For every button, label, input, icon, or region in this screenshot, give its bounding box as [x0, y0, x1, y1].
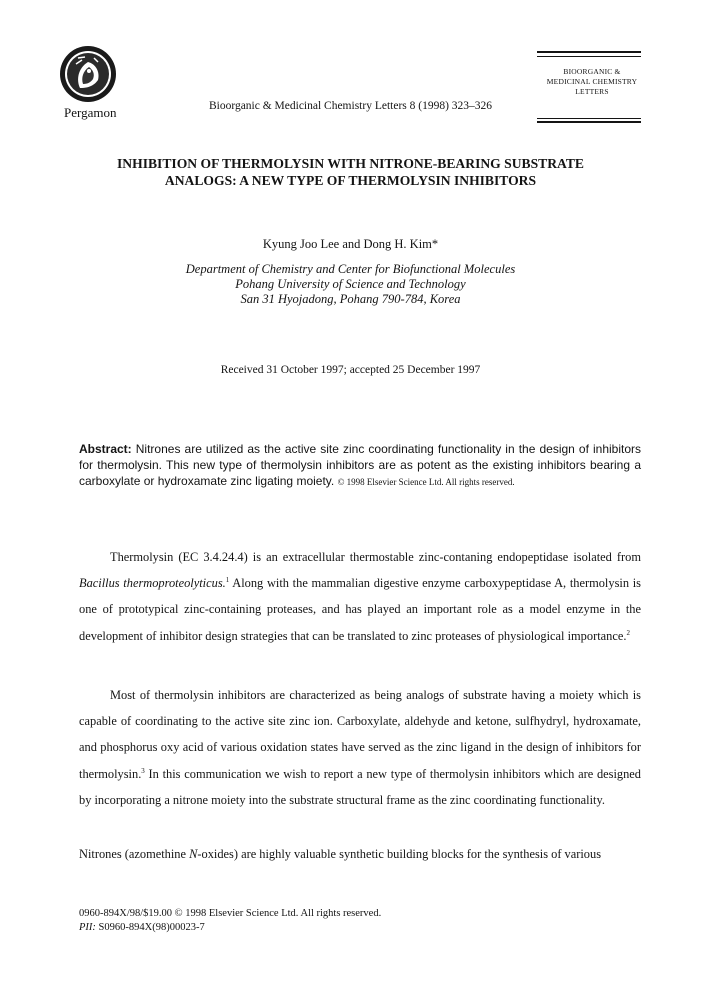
journal-brand — [537, 67, 647, 97]
body-paragraph-1 — [79, 544, 641, 649]
footer — [79, 907, 381, 935]
abstract-copyright: © 1998 Elsevier Science Ltd. All rights reserved. — [337, 477, 515, 487]
affiliation-line-3: San 31 Hyojadong, Pohang 790-784, Korea — [240, 292, 461, 306]
p1-text-a: Thermolysin (EC 3.4.24.4) is an extracellular thermostable zinc-contaning endopeptidase isolated from — [110, 550, 641, 564]
footer-pii — [79, 921, 381, 935]
affiliation-line-2: Pohang University of Science and Technology — [235, 277, 466, 291]
header-rule-bottom-thin — [537, 118, 641, 119]
title-line-2: ANALOGS: A NEW TYPE OF THERMOLYSIN INHIBITORS — [164, 173, 537, 188]
body-paragraph-2 — [79, 682, 641, 813]
publisher-name: Pergamon — [64, 105, 117, 120]
header-rule-top-thick — [537, 51, 641, 53]
footer-issn-copyright: 0960-894X/98/$19.00 © 1998 Elsevier Science Ltd. All rights reserved. — [79, 908, 382, 919]
article-title — [60, 155, 641, 189]
p2-text-b: In this communication we wish to report a new type of thermolysin inhibitors which are designed by incorporating a nitrone moiety into the substrate structural frame as the zinc coordinating functionality. — [79, 766, 641, 807]
affiliation-line-1: Department of Chemistry and Center for Biofunctional Molecules — [185, 262, 516, 276]
abstract-text: Nitrones are utilized as the active site zinc coordinating functionality in the design of inhibitors for thermolysin. This new type of thermolysin inhibitors are as potent as the existing inhibitors bearing a carboxylate or hydroxamate zinc ligating moiety. — [79, 442, 641, 488]
header-rule-top-thin — [537, 56, 641, 57]
received-dates: Received 31 October 1997; accepted 25 December 1997 — [220, 364, 481, 376]
journal-citation: Bioorganic & Medicinal Chemistry Letters 8 (1998) 323–326 — [208, 100, 493, 112]
p3-text-b: -oxides) are highly valuable synthetic building blocks for the synthesis of various — [197, 847, 602, 861]
author-list: Kyung Joo Lee and Dong H. Kim* — [262, 237, 439, 251]
reference-2[interactable]: 2 — [626, 628, 630, 637]
reference-1[interactable]: 1 — [225, 576, 230, 585]
reference-3[interactable]: 3 — [141, 766, 145, 775]
p1-text-b: Along with the mammalian digestive enzyme carboxypeptidase A, thermolysin is one of prototypical zinc-containing proteases, and has played an important role as a model enzyme in the development of inhibitor design strategies that can be translated to zinc proteases of physiological importance. — [79, 576, 641, 643]
abstract — [79, 441, 641, 490]
brand-line-3: LETTERS — [575, 87, 609, 96]
p2-text-a: Most of thermolysin inhibitors are characterized as being analogs of substrate having a moiety which is capable of coordinating to the active site zinc ion. Carboxylate, aldehyde and ketone, sulfhydryl, hydroxamate, and phosphorus oxy acid of various oxidation states have served as the zinc ligand in the design of inhibitors for thermolysin. — [79, 688, 641, 781]
brand-line-2: MEDICINAL CHEMISTRY — [546, 77, 638, 86]
title-line-1: INHIBITION OF THERMOLYSIN WITH NITRONE-BEARING SUBSTRATE — [117, 156, 584, 171]
brand-line-1: BIOORGANIC & — [563, 67, 621, 76]
pii-label: PII: — [79, 922, 96, 933]
p3-italic-n: N — [189, 847, 198, 861]
header-rule-bottom-thick — [537, 121, 641, 123]
affiliation — [0, 262, 701, 307]
p3-text-a: Nitrones (azomethine — [79, 847, 190, 861]
abstract-heading: Abstract: — [79, 442, 132, 456]
species-name: Bacillus thermoproteolyticus. — [79, 576, 226, 591]
pii-value: S0960-894X(98)00023-7 — [95, 922, 205, 933]
body-paragraph-3 — [79, 841, 641, 867]
elsevier-tree-emblem-icon — [58, 44, 118, 104]
